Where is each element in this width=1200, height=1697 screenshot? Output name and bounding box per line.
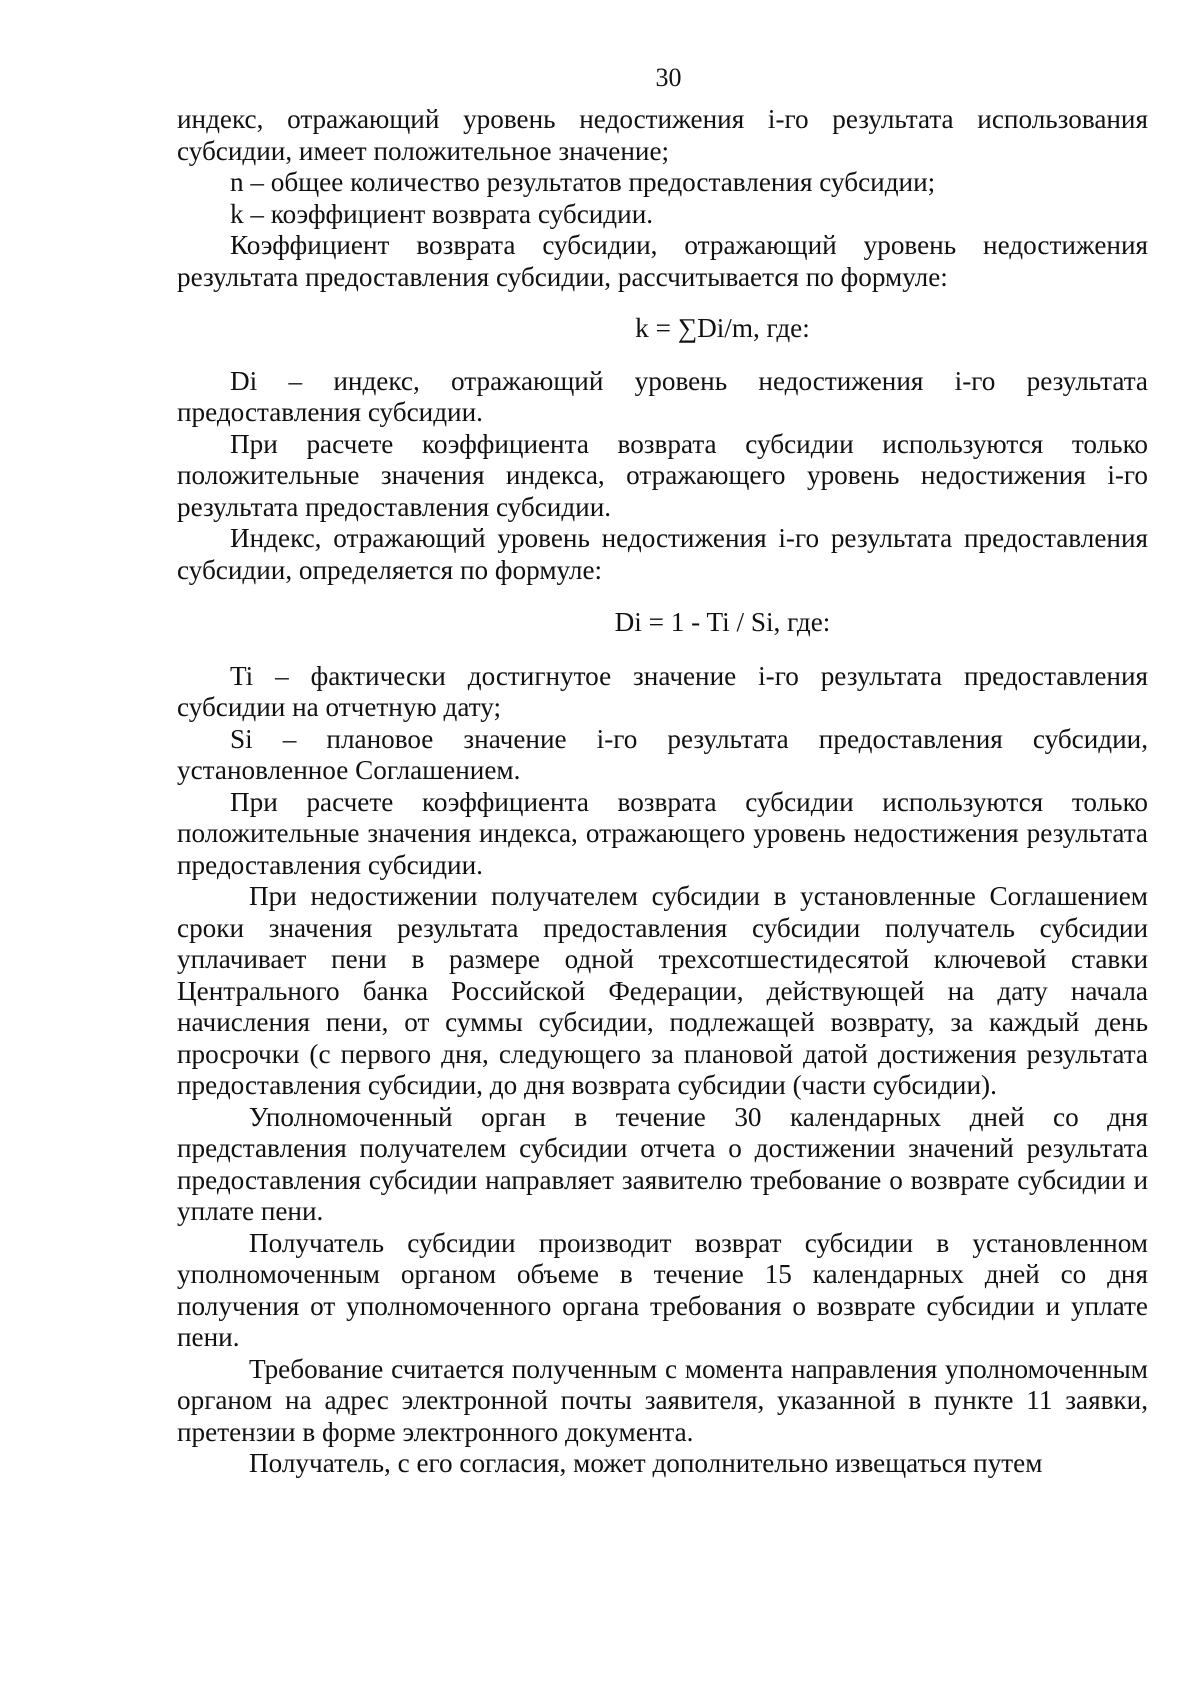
paragraph: Получатель субсидии производит возврат субсидии в установленном уполномоченным органом объеме в течение 15 календарных дней со дня получения от уполномоченного органа требования о возврате субсидии и уплате пени.: [177, 1227, 1148, 1352]
paragraph: Получатель, с его согласия, может дополнительно извещаться путем: [249, 1448, 1043, 1478]
paragraph: индекс, отражающий уровень недостижения i-го результата использования субсидии, имеет положительное значение;: [177, 104, 1148, 166]
paragraph: При недостижении получателем субсидии в установленные Соглашением сроки значения результата предоставления субсидии получатель субсидии уплачивает пени в размере одной трехсотшестидесятой ключевой ставки Центрального банка Российской Федерации, действующей на дату начала начисления пени, от суммы субсидии, подлежащей возврату, за каждый день просрочки (с первого дня, следующего за плановой датой достижения результата предоставления субсидии, до дня возврата субсидии (части субсидии).: [177, 881, 1148, 1100]
paragraph: Si – плановое значение i-го результата предоставления субсидии, установленное Соглашением.: [177, 723, 1148, 785]
formula-k: k = ∑Di/m, где:: [635, 313, 810, 343]
formula-di: Di = 1 - Ti / Si, где:: [614, 607, 831, 637]
paragraph: Требование считается полученным с момента направления уполномоченным органом на адрес электронной почты заявителя, указанной в пункте 11 заявки, претензии в форме электронного документа.: [177, 1353, 1148, 1447]
paragraph: При расчете коэффициента возврата субсидии используются только положительные значения индекса, отражающего уровень недостижения i-го результата предоставления субсидии.: [177, 428, 1148, 522]
paragraph: Ti – фактически достигнутое значение i-го результата предоставления субсидии на отчетную дату;: [177, 660, 1148, 722]
paragraph: Di – индекс, отражающий уровень недостижения i-го результата предоставления субсидии.: [177, 365, 1148, 427]
page-number: 30: [655, 63, 682, 92]
paragraph: Коэффициент возврата субсидии, отражающий уровень недостижения результата предоставления субсидии, рассчитывается по формуле:: [177, 230, 1148, 292]
paragraph: Уполномоченный орган в течение 30 календарных дней со дня представления получателем субсидии отчета о достижении значений результата предоставления субсидии направляет заявителю требование о возврате субсидии и уплате пени.: [177, 1101, 1148, 1226]
paragraph: Индекс, отражающий уровень недостижения i-го результата предоставления субсидии, определяется по формуле:: [177, 523, 1148, 585]
paragraph: При расчете коэффициента возврата субсидии используются только положительные значения индекса, отражающего уровень недостижения результата предоставления субсидии.: [177, 786, 1148, 880]
document-body: [177, 104, 1148, 1480]
paragraph: n – общее количество результатов предоставления субсидии;: [230, 167, 936, 197]
paragraph: k – коэффициент возврата субсидии.: [230, 198, 654, 229]
